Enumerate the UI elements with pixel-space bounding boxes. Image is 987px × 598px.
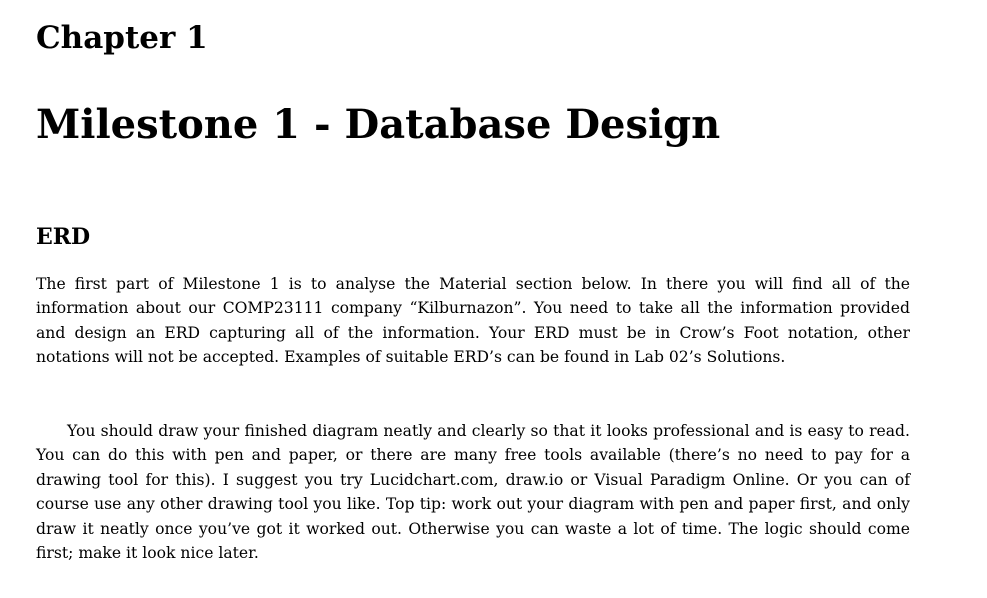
section-heading: ERD bbox=[36, 224, 91, 250]
paragraph-drawing-advice: You should draw your finished diagram neatly and clearly so that it looks professional and is easy to read. You can do this with pen and paper, or there are many free tools available (there’s no need to pay for a drawing tool for this). I suggest you try Lucidchart.com, draw.io or Visual Paradigm Online. Or you can of course use any other drawing tool you like. Top tip: work out your diagram with pen and paper first, and only draw it neatly once you’ve got it worked out. Otherwise you can waste a lot of time. The logic should come first; make it look nice later. bbox=[36, 422, 910, 563]
chapter-label: Chapter 1 bbox=[36, 20, 208, 56]
paragraph-intro: The first part of Milestone 1 is to analyse the Material section below. In there you will find all of the information about our COMP23111 company “Kilburnazon”. You need to take all the information provided and design an ERD capturing all of the information. Your ERD must be in Crow’s Foot notation, other notations will not be accepted. Examples of suitable ERD’s can be found in Lab 02’s Solutions. bbox=[36, 275, 910, 367]
chapter-title: Milestone 1 - Database Design bbox=[36, 101, 721, 148]
